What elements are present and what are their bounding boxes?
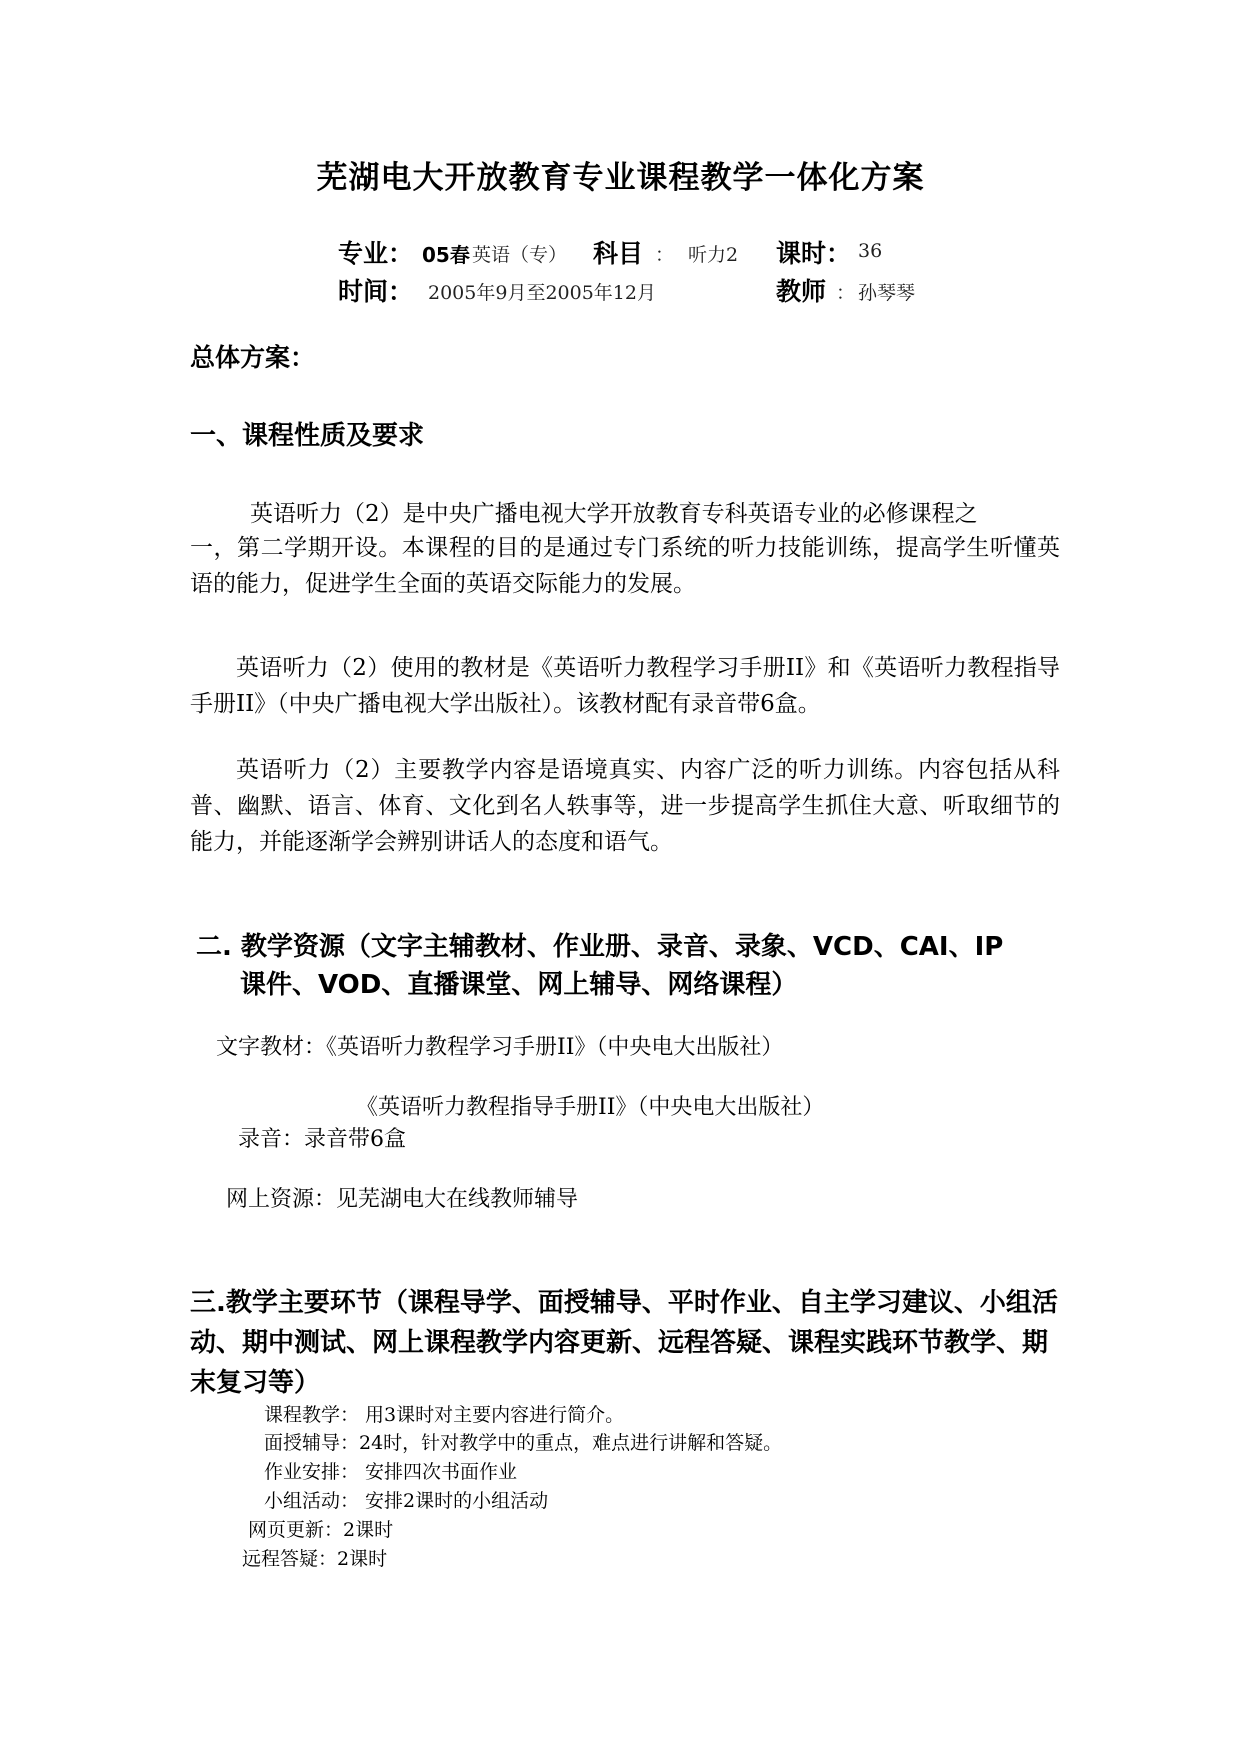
section2-heading-line1: 二. 教学资源（文字主辅教材、作业册、录音、录象、VCD、CAI、IP — [196, 932, 1004, 962]
section1-para2: 英语听力（2）使用的教材是《英语听力教程学习手册II》和《英语听力教程指导手册II》（中央广播电视大学出版社）。该教材配有录音带6盒。 — [190, 655, 1060, 717]
plan-item: 作业安排： 安排四次书面作业 — [264, 1461, 518, 1483]
section3-heading: 三.教学主要环节（课程导学、面授辅导、平时作业、自主学习建议、小组活动、期中测试、网上课程教学内容更新、远程答疑、课程实践环节教学、期末复习等） — [190, 1288, 1058, 1398]
section1-heading: 一、课程性质及要求 — [190, 421, 425, 451]
text-books-line1: 文字教材：《英语听力教程学习手册II》（中央电大出版社） — [216, 1035, 784, 1060]
hours-label: 课时： — [776, 239, 852, 268]
online-resource: 网上资源：见芜湖电大在线教师辅导 — [226, 1187, 579, 1212]
time-label: 时间： — [338, 277, 414, 306]
hours-value: 36 — [858, 240, 883, 262]
teacher-colon: ： — [836, 282, 856, 304]
plan-item: 网页更新：2课时 — [248, 1519, 394, 1541]
major-value-prefix: 05春 — [422, 243, 470, 267]
teacher-label: 教师 — [776, 277, 827, 306]
subject-colon: ： — [655, 244, 675, 266]
major-label: 专业： — [338, 239, 414, 268]
document-title: 芜湖电大开放教育专业课程教学一体化方案 — [316, 160, 925, 196]
section1-para1-rest: 一，第二学期开设。本课程的目的是通过专门系统的听力技能训练，提高学生听懂英语的能力，促进学生全面的英语交际能力的发展。 — [190, 535, 1060, 597]
text-books-line2: 《英语听力教程指导手册II》（中央电大出版社） — [356, 1095, 825, 1120]
audio-resource: 录音：录音带6盒 — [238, 1127, 406, 1152]
plan-item: 远程答疑：2课时 — [242, 1548, 388, 1570]
time-value: 2005年9月至2005年12月 — [428, 282, 656, 304]
section2-heading-line2: 课件、VOD、直播课堂、网上辅导、网络课程） — [240, 970, 798, 1000]
subject-value: 听力2 — [688, 244, 739, 266]
plan-item: 面授辅导：24时，针对教学中的重点，难点进行讲解和答疑。 — [264, 1432, 783, 1454]
major-value: 英语（专） — [472, 244, 568, 266]
plan-item: 小组活动： 安排2课时的小组活动 — [264, 1490, 549, 1512]
teacher-value: 孙琴琴 — [858, 282, 916, 304]
section1-para3: 英语听力（2）主要教学内容是语境真实、内容广泛的听力训练。内容包括从科普、幽默、语言、体育、文化到名人轶事等，进一步提高学生抓住大意、听取细节的能力，并能逐渐学会辨别讲话人的态度和语气。 — [190, 757, 1060, 855]
section1-para1-line1: 英语听力（2）是中央广播电视大学开放教育专科英语专业的必修课程之 — [250, 501, 978, 527]
plan-item: 课程教学： 用3课时对主要内容进行简介。 — [264, 1404, 625, 1426]
overall-heading: 总体方案： — [190, 343, 316, 372]
subject-label: 科目 — [593, 239, 644, 268]
